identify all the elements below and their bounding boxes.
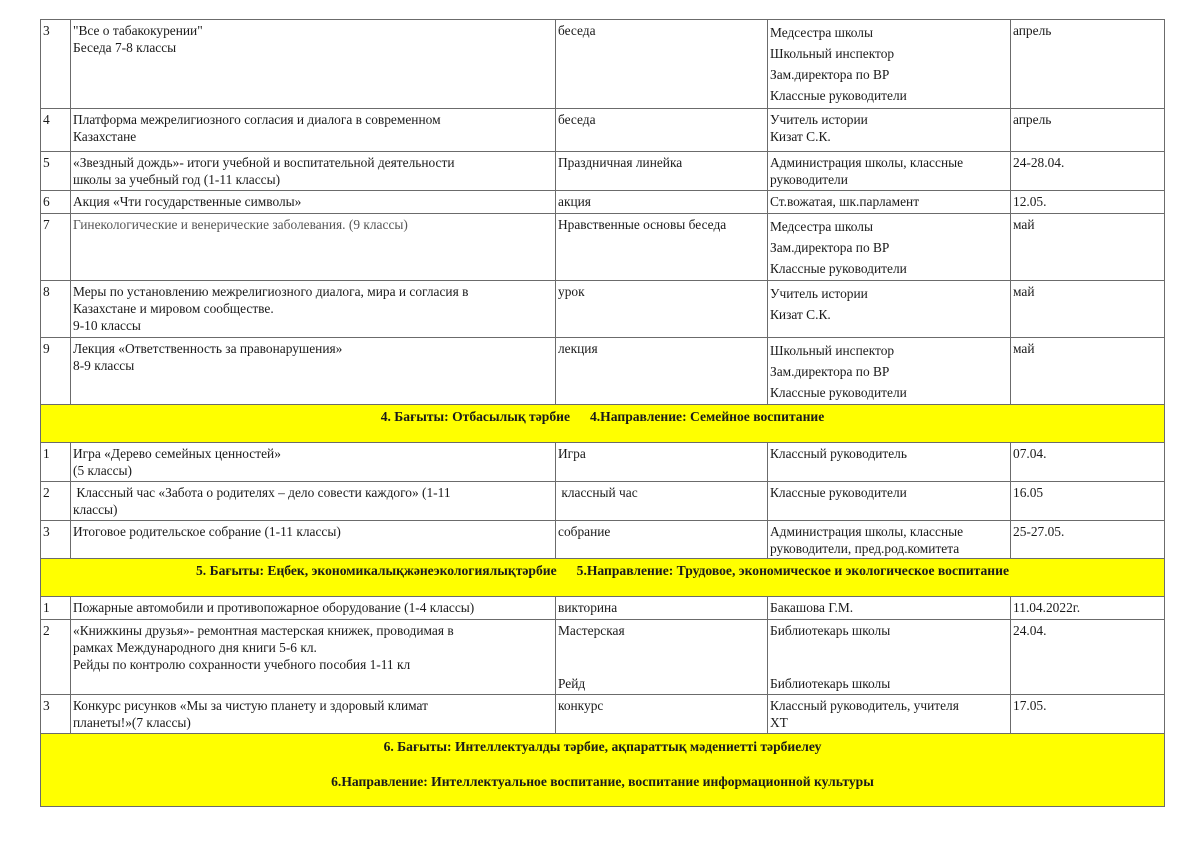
row-number: 6 — [41, 191, 71, 214]
table-row — [41, 695, 1165, 734]
event-title — [71, 620, 556, 695]
section-heading — [41, 734, 1165, 807]
title-line: Классный час «Забота о родителях – дело совести каждого» (1-11 — [73, 485, 451, 500]
row-number: 3 — [41, 20, 71, 109]
responsible — [768, 695, 1011, 734]
event-title: Гинекологические и венерические заболевания. (9 классы) — [71, 214, 556, 281]
responsible-line: Классные руководители — [770, 261, 907, 276]
table-row — [41, 20, 1165, 109]
title-line: Меры по установлению межрелигиозного диалога, мира и согласия в — [73, 284, 469, 299]
title-line: планеты!»(7 классы) — [73, 715, 191, 730]
table-row — [41, 521, 1165, 559]
title-line: "Все о табакокурении" — [73, 23, 203, 38]
title-line: Конкурс рисунков «Мы за чистую планету и здоровый климат — [73, 698, 428, 713]
event-form: классный час — [556, 482, 768, 521]
responsible — [768, 152, 1011, 191]
event-title — [71, 109, 556, 152]
event-form: Игра — [556, 443, 768, 482]
section-ru-title: 5.Направление: Трудовое, экономическое и экологическое воспитание — [576, 563, 1009, 578]
responsible — [768, 521, 1011, 559]
title-line: Игра «Дерево семейных ценностей» — [73, 446, 281, 461]
row-number: 3 — [41, 695, 71, 734]
responsible — [768, 214, 1011, 281]
title-line: 9-10 классы — [73, 318, 141, 333]
title-line: 8-9 классы — [73, 358, 135, 373]
table-row — [41, 338, 1165, 405]
responsible — [768, 620, 1011, 695]
responsible-line: Школьный инспектор — [770, 343, 895, 358]
responsible-line: Медсестра школы — [770, 25, 873, 40]
responsible: Ст.вожатая, шк.парламент — [768, 191, 1011, 214]
responsible: Классные руководители — [768, 482, 1011, 521]
title-line: классы) — [73, 502, 118, 517]
event-title — [71, 338, 556, 405]
responsible-line: Библиотекарь школы — [770, 623, 891, 638]
section-header-5 — [41, 559, 1165, 597]
event-form: собрание — [556, 521, 768, 559]
table-row — [41, 281, 1165, 338]
row-number: 4 — [41, 109, 71, 152]
event-title — [71, 20, 556, 109]
row-number: 8 — [41, 281, 71, 338]
responsible-line: ХТ — [770, 715, 788, 730]
responsible-line: Зам.директора по ВР — [770, 67, 890, 82]
event-date: 17.05. — [1011, 695, 1165, 734]
responsible — [768, 281, 1011, 338]
event-title — [71, 281, 556, 338]
responsible-line: Учитель истории — [770, 112, 868, 127]
responsible-line: Зам.директора по ВР — [770, 240, 890, 255]
title-line: Платформа межрелигиозного согласия и диалога в современном — [73, 112, 441, 127]
section-header-4 — [41, 405, 1165, 443]
responsible-line: Классные руководители — [770, 385, 907, 400]
title-line: Беседа 7-8 классы — [73, 40, 177, 55]
row-number: 1 — [41, 597, 71, 620]
section-heading — [41, 559, 1165, 597]
responsible-line: Классные руководители — [770, 88, 907, 103]
event-form: беседа — [556, 109, 768, 152]
activity-plan-table — [40, 19, 1165, 807]
section-kz-title: 4. Бағыты: Отбасылық тәрбие — [380, 409, 570, 424]
title-line: Рейды по контролю сохранности учебного пособия 1-11 кл — [73, 657, 411, 672]
table-row — [41, 214, 1165, 281]
event-date: 24.04. — [1011, 620, 1165, 695]
title-line: «Звездный дождь»- итоги учебной и воспитательной деятельности — [73, 155, 455, 170]
event-title — [71, 695, 556, 734]
responsible-line: руководители — [770, 172, 848, 187]
table-row — [41, 597, 1165, 620]
title-line: школы за учебный год (1-11 классы) — [73, 172, 281, 187]
event-title — [71, 482, 556, 521]
event-form: акция — [556, 191, 768, 214]
section-ru-title: 6.Направление: Интеллектуальное воспитание, воспитание информационной культуры — [331, 774, 874, 789]
event-form: викторина — [556, 597, 768, 620]
event-form: лекция — [556, 338, 768, 405]
title-line: Казахстане и мировом сообществе. — [73, 301, 274, 316]
event-title — [71, 152, 556, 191]
responsible: Бакашова Г.М. — [768, 597, 1011, 620]
event-form: Нравственные основы беседа — [556, 214, 768, 281]
responsible-line: Кизат С.К. — [770, 307, 831, 322]
form-line: Мастерская — [558, 623, 625, 638]
responsible-line: Школьный инспектор — [770, 46, 895, 61]
event-date: май — [1011, 338, 1165, 405]
event-title: Акция «Чти государственные символы» — [71, 191, 556, 214]
event-form: конкурс — [556, 695, 768, 734]
event-title: Пожарные автомобили и противопожарное оборудование (1-4 классы) — [71, 597, 556, 620]
section-kz-title: 5. Бағыты: Еңбек, экономикалықжәнеэкологиялықтәрбие — [196, 563, 557, 578]
responsible-line: Классный руководитель, учителя — [770, 698, 959, 713]
row-number: 1 — [41, 443, 71, 482]
row-number: 2 — [41, 482, 71, 521]
table-row — [41, 152, 1165, 191]
row-number: 3 — [41, 521, 71, 559]
event-date: апрель — [1011, 20, 1165, 109]
responsible — [768, 338, 1011, 405]
table-row — [41, 109, 1165, 152]
responsible: Классный руководитель — [768, 443, 1011, 482]
title-line: Лекция «Ответственность за правонарушения» — [73, 341, 343, 356]
table-row — [41, 443, 1165, 482]
event-date: 24-28.04. — [1011, 152, 1165, 191]
responsible-line: Учитель истории — [770, 286, 868, 301]
responsible — [768, 20, 1011, 109]
row-number: 2 — [41, 620, 71, 695]
event-form: Праздничная линейка — [556, 152, 768, 191]
event-date: 12.05. — [1011, 191, 1165, 214]
table-row — [41, 191, 1165, 214]
table-row — [41, 620, 1165, 695]
event-date: 16.05 — [1011, 482, 1165, 521]
event-form: беседа — [556, 20, 768, 109]
section-header-6 — [41, 734, 1165, 807]
row-number: 9 — [41, 338, 71, 405]
title-line: Казахстане — [73, 129, 137, 144]
row-number: 5 — [41, 152, 71, 191]
title-line: рамках Международного дня книги 5-6 кл. — [73, 640, 317, 655]
responsible — [768, 109, 1011, 152]
responsible-line: Администрация школы, классные — [770, 524, 964, 539]
event-date: май — [1011, 281, 1165, 338]
responsible-line: Зам.директора по ВР — [770, 364, 890, 379]
responsible-line: руководители, пред.род.комитета — [770, 541, 960, 556]
form-line: Рейд — [558, 676, 586, 691]
event-date: 11.04.2022г. — [1011, 597, 1165, 620]
event-form: урок — [556, 281, 768, 338]
event-date: май — [1011, 214, 1165, 281]
event-date: 07.04. — [1011, 443, 1165, 482]
section-kz-title: 6. Бағыты: Интеллектуалды тәрбие, ақпараттық мәдениетті тәрбиелеу — [383, 739, 822, 754]
section-heading — [41, 405, 1165, 443]
event-form — [556, 620, 768, 695]
event-date: апрель — [1011, 109, 1165, 152]
table-row — [41, 482, 1165, 521]
responsible-line: Медсестра школы — [770, 219, 873, 234]
title-line: (5 классы) — [73, 463, 132, 478]
event-title: Итоговое родительское собрание (1-11 классы) — [71, 521, 556, 559]
title-line: «Книжкины друзья»- ремонтная мастерская книжек, проводимая в — [73, 623, 454, 638]
responsible-line: Библиотекарь школы — [770, 676, 891, 691]
section-ru-title: 4.Направление: Семейное воспитание — [589, 409, 825, 424]
row-number: 7 — [41, 214, 71, 281]
event-title — [71, 443, 556, 482]
responsible-line: Кизат С.К. — [770, 129, 831, 144]
responsible-line: Администрация школы, классные — [770, 155, 964, 170]
event-date: 25-27.05. — [1011, 521, 1165, 559]
